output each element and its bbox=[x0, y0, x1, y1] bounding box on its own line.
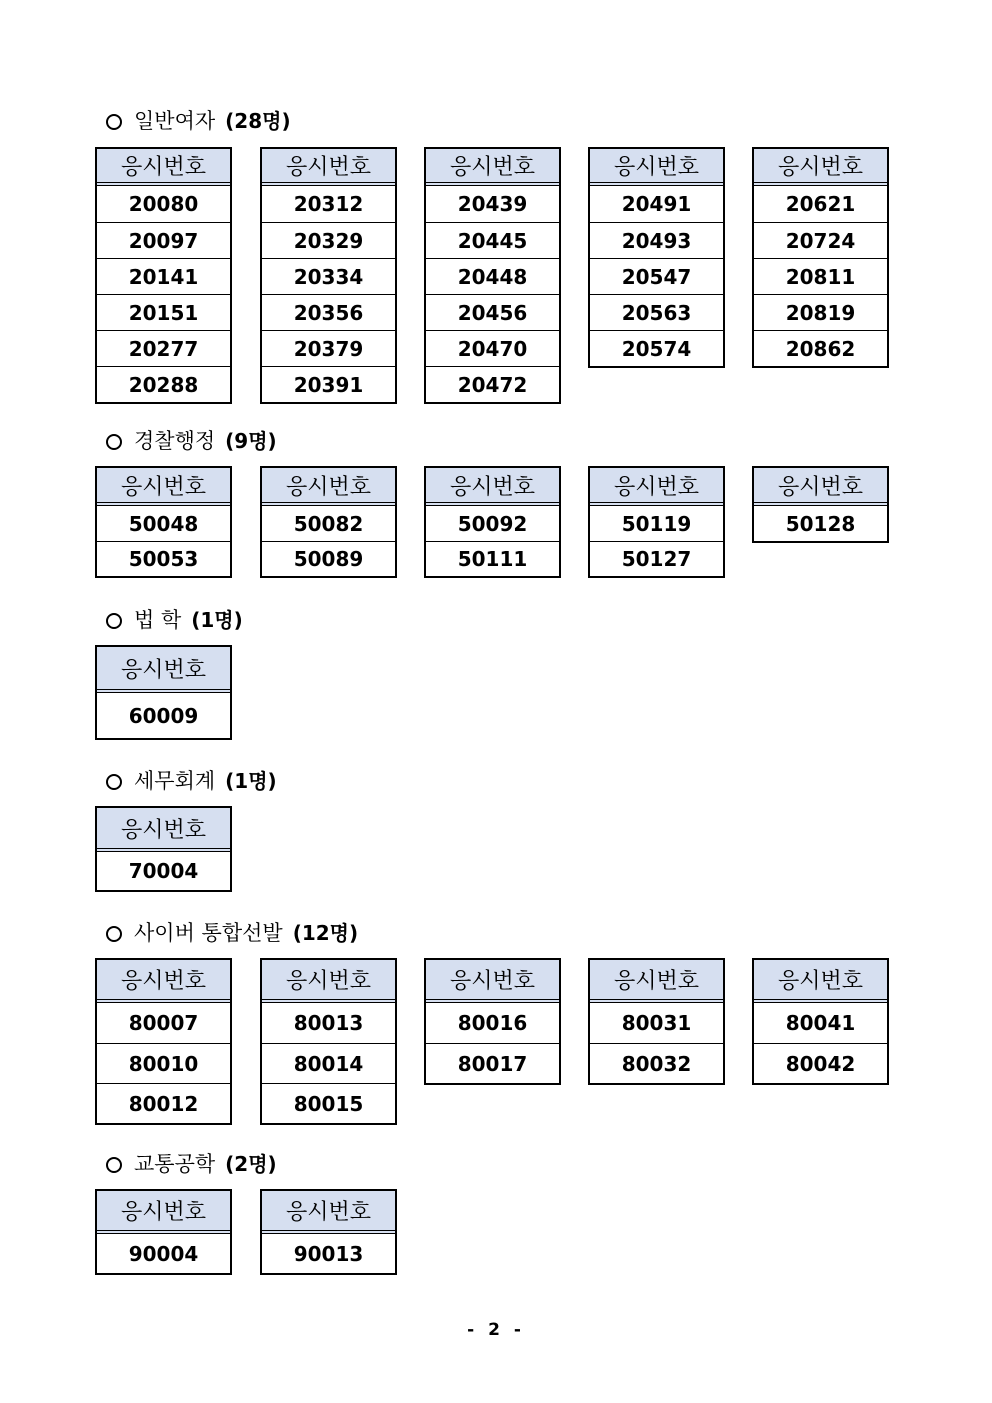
exam-number-cell: 20491 bbox=[621, 192, 692, 216]
page-number: - 2 - bbox=[467, 1320, 525, 1340]
exam-number-cell: 50111 bbox=[426, 541, 559, 576]
section-count: (1명) bbox=[191, 608, 243, 632]
exam-number-cell: 60009 bbox=[128, 703, 199, 728]
exam-number-cell: 20621 bbox=[785, 192, 856, 216]
exam-number-cell: 20448 bbox=[426, 258, 559, 294]
exam-number-table bbox=[424, 466, 561, 578]
exam-number-cell: 20288 bbox=[97, 366, 230, 402]
table-header: 응시번호 bbox=[97, 149, 230, 186]
exam-number-cell: 80014 bbox=[262, 1043, 395, 1083]
exam-number-cell: 20862 bbox=[754, 330, 887, 366]
exam-number-cell: 80013 bbox=[293, 1011, 364, 1035]
circle-bullet-icon bbox=[106, 114, 122, 130]
exam-number-cell: 20472 bbox=[426, 366, 559, 402]
section-count: (2명) bbox=[225, 1152, 277, 1176]
exam-number-table bbox=[588, 958, 725, 1085]
exam-number-cell: 20312 bbox=[293, 192, 364, 216]
exam-number-table bbox=[260, 1189, 397, 1275]
exam-number-cell: 80016 bbox=[457, 1011, 528, 1035]
exam-number-cell: 20151 bbox=[97, 294, 230, 330]
exam-number-table bbox=[260, 958, 397, 1125]
section-heading bbox=[106, 427, 277, 455]
exam-number-cell: 20080 bbox=[128, 192, 199, 216]
exam-number-cell: 50127 bbox=[590, 541, 723, 576]
exam-number-table bbox=[260, 466, 397, 578]
table-header: 응시번호 bbox=[754, 960, 887, 1003]
exam-number-cell: 80042 bbox=[754, 1043, 887, 1083]
exam-number-table bbox=[588, 147, 725, 368]
section-count: (12명) bbox=[292, 921, 359, 945]
exam-number-cell: 80032 bbox=[590, 1043, 723, 1083]
table-header: 응시번호 bbox=[590, 149, 723, 186]
exam-number-cell: 20379 bbox=[262, 330, 395, 366]
exam-number-cell: 80017 bbox=[426, 1043, 559, 1083]
exam-number-cell: 80031 bbox=[621, 1011, 692, 1035]
exam-number-cell: 80010 bbox=[97, 1043, 230, 1083]
exam-number-cell: 20391 bbox=[262, 366, 395, 402]
section-heading bbox=[106, 919, 358, 947]
section-count: (28명) bbox=[225, 109, 291, 133]
exam-number-table bbox=[95, 466, 232, 578]
table-header: 응시번호 bbox=[754, 149, 887, 186]
table-header: 응시번호 bbox=[426, 468, 559, 506]
section-heading bbox=[106, 606, 243, 634]
section-title: 법 학 bbox=[134, 608, 182, 632]
exam-number-cell: 20724 bbox=[754, 222, 887, 258]
section-title: 경찰행정 bbox=[134, 429, 216, 453]
table-header: 응시번호 bbox=[590, 960, 723, 1003]
exam-number-cell: 80015 bbox=[262, 1083, 395, 1123]
exam-number-cell: 50092 bbox=[457, 511, 528, 536]
exam-number-cell: 50048 bbox=[128, 511, 199, 536]
table-header: 응시번호 bbox=[590, 468, 723, 506]
exam-number-cell: 20329 bbox=[262, 222, 395, 258]
table-header: 응시번호 bbox=[262, 468, 395, 506]
table-header: 응시번호 bbox=[754, 468, 887, 506]
exam-number-cell: 20277 bbox=[97, 330, 230, 366]
table-header: 응시번호 bbox=[262, 1191, 395, 1234]
exam-number-cell: 20811 bbox=[754, 258, 887, 294]
table-header: 응시번호 bbox=[97, 468, 230, 506]
exam-number-table bbox=[424, 958, 561, 1085]
exam-number-cell: 50128 bbox=[785, 511, 856, 536]
exam-number-cell: 80012 bbox=[97, 1083, 230, 1123]
exam-number-table bbox=[95, 147, 232, 404]
exam-number-cell: 20445 bbox=[426, 222, 559, 258]
table-header: 응시번호 bbox=[262, 149, 395, 186]
exam-number-cell: 50082 bbox=[293, 511, 364, 536]
exam-number-table bbox=[752, 958, 889, 1085]
exam-number-cell: 50053 bbox=[97, 541, 230, 576]
exam-number-cell: 20493 bbox=[590, 222, 723, 258]
table-header: 응시번호 bbox=[97, 1191, 230, 1234]
table-header: 응시번호 bbox=[97, 960, 230, 1003]
exam-number-cell: 20563 bbox=[590, 294, 723, 330]
exam-number-cell: 80007 bbox=[128, 1011, 199, 1035]
exam-number-cell: 80041 bbox=[785, 1011, 856, 1035]
table-header: 응시번호 bbox=[97, 808, 230, 852]
circle-bullet-icon bbox=[106, 434, 122, 450]
exam-number-cell: 50119 bbox=[621, 511, 692, 536]
table-header: 응시번호 bbox=[426, 960, 559, 1003]
circle-bullet-icon bbox=[106, 613, 122, 629]
circle-bullet-icon bbox=[106, 774, 122, 790]
section-title: 교통공학 bbox=[134, 1152, 216, 1176]
exam-number-table bbox=[752, 466, 889, 543]
exam-number-table bbox=[95, 1189, 232, 1275]
exam-number-table bbox=[588, 466, 725, 578]
table-header: 응시번호 bbox=[97, 647, 230, 693]
exam-number-cell: 90004 bbox=[128, 1241, 199, 1266]
circle-bullet-icon bbox=[106, 1157, 122, 1173]
exam-number-cell: 20141 bbox=[97, 258, 230, 294]
exam-number-cell: 20819 bbox=[754, 294, 887, 330]
exam-number-table bbox=[95, 645, 232, 740]
exam-number-cell: 70004 bbox=[128, 859, 199, 883]
exam-number-cell: 20456 bbox=[426, 294, 559, 330]
table-header: 응시번호 bbox=[426, 149, 559, 186]
section-heading bbox=[106, 1150, 277, 1178]
section-heading bbox=[106, 107, 291, 135]
section-title: 일반여자 bbox=[134, 109, 216, 133]
exam-number-cell: 20470 bbox=[426, 330, 559, 366]
exam-number-cell: 20574 bbox=[590, 330, 723, 366]
exam-number-table bbox=[752, 147, 889, 368]
exam-number-cell: 50089 bbox=[262, 541, 395, 576]
section-title: 사이버 통합선발 bbox=[134, 921, 283, 945]
section-title: 세무회계 bbox=[134, 769, 216, 793]
exam-number-table bbox=[95, 806, 232, 892]
exam-number-cell: 20547 bbox=[590, 258, 723, 294]
exam-number-cell: 90013 bbox=[293, 1241, 364, 1266]
section-count: (9명) bbox=[225, 429, 277, 453]
exam-number-table bbox=[95, 958, 232, 1125]
section-count: (1명) bbox=[225, 769, 277, 793]
exam-number-cell: 20356 bbox=[262, 294, 395, 330]
circle-bullet-icon bbox=[106, 926, 122, 942]
exam-number-table bbox=[260, 147, 397, 404]
exam-number-cell: 20097 bbox=[97, 222, 230, 258]
section-heading bbox=[106, 767, 277, 795]
exam-number-table bbox=[424, 147, 561, 404]
table-header: 응시번호 bbox=[262, 960, 395, 1003]
exam-number-cell: 20439 bbox=[457, 192, 528, 216]
exam-number-cell: 20334 bbox=[262, 258, 395, 294]
